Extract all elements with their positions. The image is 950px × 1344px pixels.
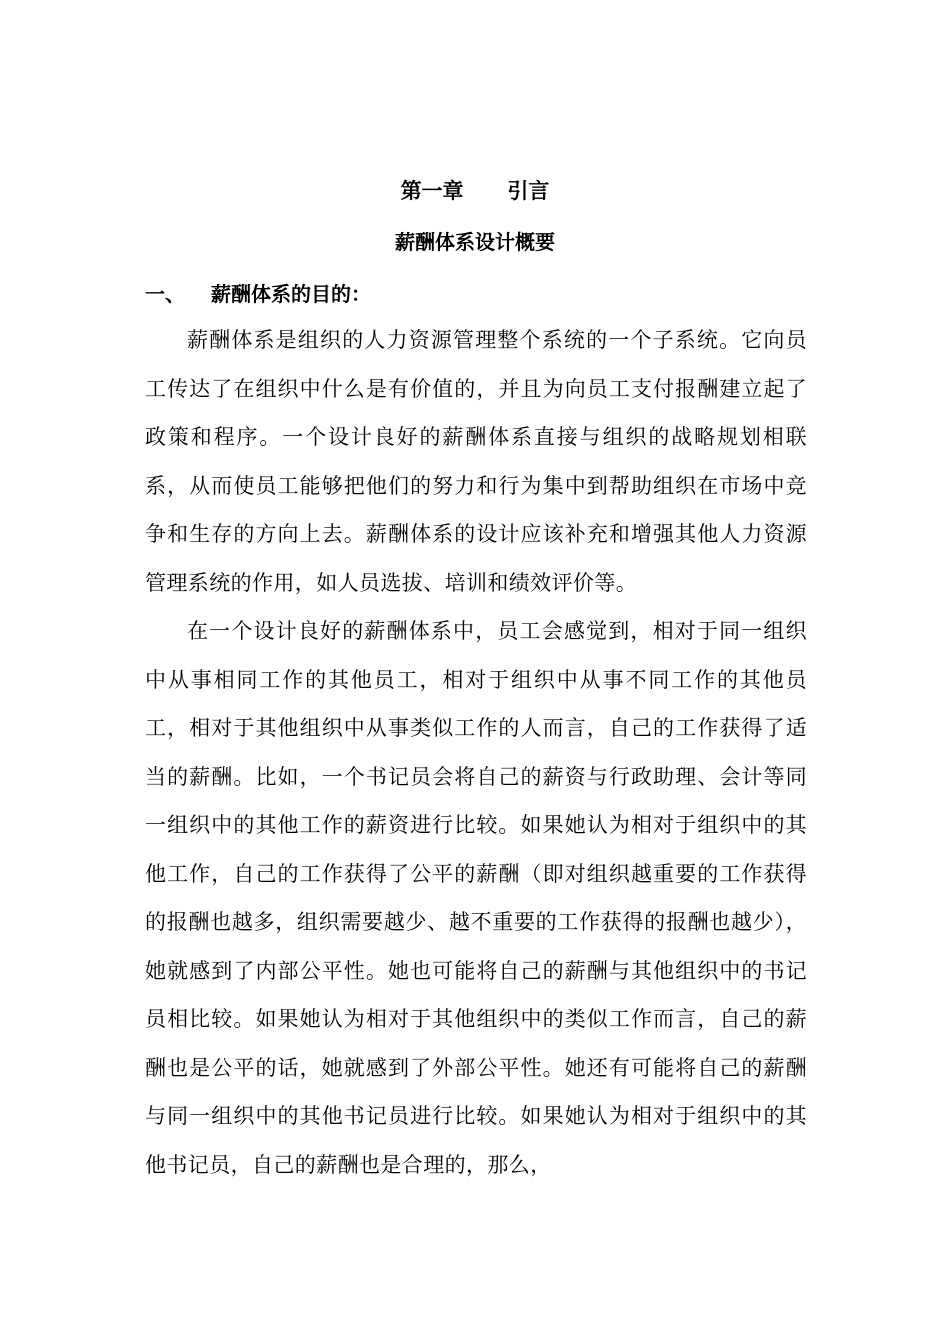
document-subtitle: 薪酬体系设计概要 — [395, 230, 555, 254]
section-heading — [145, 279, 371, 309]
body-paragraph: 在一个设计良好的薪酬体系中，员工会感觉到，相对于同一组织中从事相同工作的其他员工，相对于组织中从事不同工作的其他员工，相对于其他组织中从事类似工作的人而言，自己的工作获得了适当的薪酬。比如，一个书记员会将自己的薪资与行政助理、会计等同一组织中的其他工作的薪资进行比较。如果她认为相对于组织中的其他工作，自己的工作获得了公平的薪酬（即对组织越重要的工作获得的报酬也越多，组织需要越少、越不重要的工作获得的报酬也越少），她就感到了内部公平性。她也可能将自己的薪酬与其他组织中的书记员相比较。如果她认为相对于其他组织中的类似工作而言，自己的薪酬也是公平的话，她就感到了外部公平性。她还有可能将自己的薪酬与同一组织中的其他书记员进行比较。如果她认为相对于组织中的其他书记员，自己的薪酬也是合理的，那么， — [145, 619, 807, 1177]
section-number: 一、 — [145, 282, 185, 306]
section-title: 薪酬体系的目的： — [211, 282, 371, 306]
body-paragraph: 薪酬体系是组织的人力资源管理整个系统的一个子系统。它向员工传达了在组织中什么是有价值的，并且为向员工支付报酬建立起了政策和程序。一个设计良好的薪酬体系直接与组织的战略规划相联系，从而使员工能够把他们的努力和行为集中到帮助组织在市场中竞争和生存的方向上去。薪酬体系的设计应该补充和增强其他人力资源管理系统的作用，如人员选拔、培训和绩效评价等。 — [145, 328, 807, 595]
chapter-title: 第一章 引言 — [400, 179, 550, 203]
